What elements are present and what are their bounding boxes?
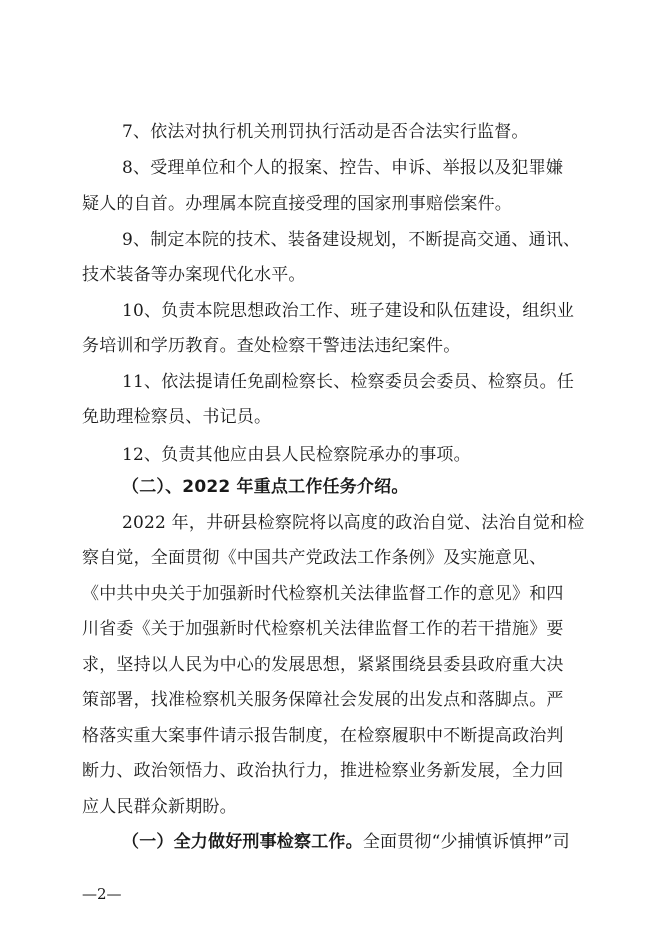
paragraph-8-line-1: 8、受理单位和个人的报案、控告、申诉、举报以及犯罪嫌 [122,158,564,178]
paragraph-10-line-2: 务培训和学历教育。查处检察干警违法违纪案件。 [82,336,461,356]
paragraph-9-line-2: 技术装备等办案现代化水平。 [82,265,306,285]
work-intro-line-7: 格落实重大案事件请示报告制度，在检察履职中不断提高政治判 [82,726,564,746]
paragraph-9-line-1: 9、制定本院的技术、装备建设规划，不断提高交通、通讯、 [122,230,581,250]
work-intro-line-4: 川省委《关于加强新时代检察机关法律监督工作的若干措施》要 [82,619,564,639]
task-1-text: 全面贯彻“少捕慎诉慎押”司 [362,832,570,852]
paragraph-11-line-1: 11、依法提请任免副检察长、检察委员会委员、检察员。任 [122,372,575,392]
page-number: —2— [82,885,122,903]
work-intro-line-1: 2022 年，井研县检察院将以高度的政治自觉、法治自觉和检 [122,513,585,533]
work-intro-line-2: 察自觉，全面贯彻《中国共产党政法工作条例》及实施意见、 [82,548,547,568]
paragraph-8-line-2: 疑人的自首。办理属本院直接受理的国家刑事赔偿案件。 [82,194,512,214]
paragraph-7: 7、依法对执行机关刑罚执行活动是否合法实行监督。 [122,122,529,142]
paragraph-12: 12、负责其他应由县人民检察院承办的事项。 [122,445,471,465]
work-intro-line-5: 求，坚持以人民为中心的发展思想，紧紧围绕县委县政府重大决 [82,655,564,675]
work-intro-line-6: 策部署，找准检察机关服务保障社会发展的出发点和落脚点。严 [82,690,564,710]
work-intro-line-8: 断力、政治领悟力、政治执行力，推进检察业务新发展，全力回 [82,761,564,781]
task-1-heading: （一）全力做好刑事检察工作。 [122,832,363,852]
work-intro-line-3: 《中共中央关于加强新时代检察机关法律监督工作的意见》和四 [82,584,564,604]
paragraph-10-line-1: 10、负责本院思想政治工作、班子建设和队伍建设，组织业 [122,301,575,321]
task-1-paragraph [122,831,570,853]
work-intro-line-9: 应人民群众新期盼。 [82,797,237,817]
paragraph-11-line-2: 免助理检察员、书记员。 [82,407,272,427]
section-heading-2: （二）、2022 年重点工作任务介绍。 [122,477,409,497]
